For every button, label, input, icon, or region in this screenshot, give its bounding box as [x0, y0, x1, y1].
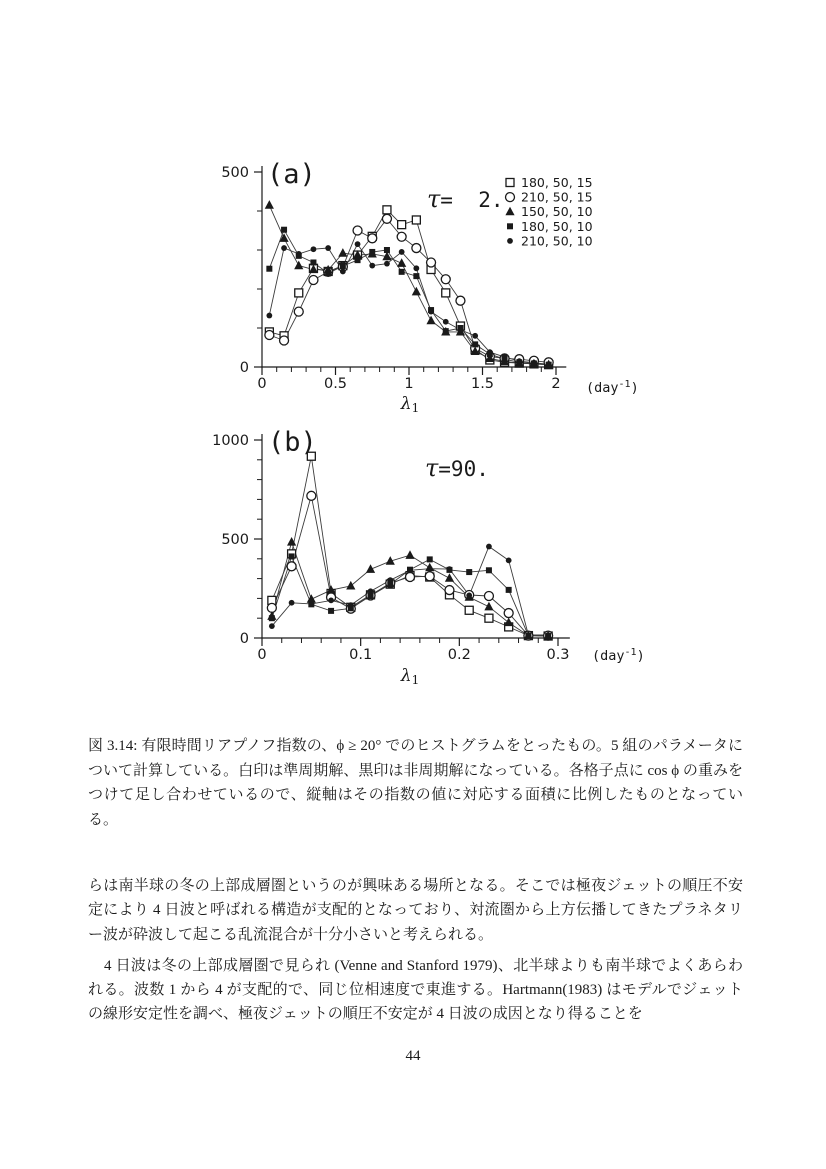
series-line — [269, 219, 548, 362]
data-point — [265, 331, 274, 340]
legend-label: 180, 50, 15 — [521, 175, 593, 190]
data-point — [441, 275, 450, 284]
data-point — [269, 615, 275, 621]
data-point — [267, 603, 276, 612]
data-point — [516, 358, 522, 364]
x-tick-label: 0.5 — [323, 376, 348, 392]
data-point — [289, 553, 295, 559]
x-tick-label: 1 — [404, 376, 414, 392]
data-point — [465, 606, 473, 614]
data-point — [355, 241, 361, 247]
data-point — [325, 245, 331, 251]
data-point — [366, 564, 375, 573]
data-point — [405, 550, 414, 559]
data-point — [309, 276, 318, 285]
data-point — [348, 602, 354, 608]
panel-label: (a) — [267, 159, 316, 190]
data-point — [506, 557, 512, 563]
data-point — [486, 544, 492, 550]
data-point — [384, 247, 390, 253]
data-point — [502, 354, 508, 360]
panel-label: (b) — [268, 427, 317, 458]
data-point — [328, 608, 334, 614]
legend-marker — [505, 207, 514, 216]
data-point — [466, 569, 472, 575]
data-point — [289, 600, 295, 606]
legend-label: 210, 50, 10 — [521, 233, 593, 249]
data-point — [412, 287, 421, 296]
data-point — [307, 491, 316, 500]
data-point — [472, 333, 478, 339]
data-point — [340, 269, 346, 275]
data-point — [531, 360, 537, 366]
data-point — [310, 259, 316, 265]
y-tick-label: 1000 — [212, 433, 249, 449]
data-point — [280, 336, 289, 345]
data-point — [269, 623, 275, 629]
data-point — [399, 249, 405, 255]
data-point — [294, 261, 303, 270]
x-tick-label: 0 — [257, 376, 267, 392]
data-point — [325, 270, 331, 276]
histogram-chart-b — [200, 418, 670, 690]
data-point — [412, 216, 420, 224]
data-point — [487, 349, 493, 355]
data-point — [445, 586, 454, 595]
x-tick-label: 0.3 — [546, 647, 570, 663]
data-point — [484, 602, 493, 611]
data-point — [546, 361, 552, 367]
data-point — [443, 319, 449, 325]
data-point — [472, 341, 478, 347]
data-point — [398, 221, 406, 229]
data-point — [399, 269, 405, 275]
data-point — [486, 567, 492, 573]
data-point — [353, 226, 362, 235]
data-point — [397, 258, 406, 267]
data-point — [338, 248, 347, 257]
data-point — [458, 327, 464, 333]
data-point — [442, 289, 450, 297]
data-point — [265, 200, 274, 209]
data-point — [368, 234, 377, 243]
data-point — [281, 245, 287, 251]
data-point — [355, 257, 361, 263]
legend-label: 210, 50, 15 — [521, 189, 593, 205]
data-point — [504, 609, 513, 618]
figure-caption: 図 3.14: 有限時間リアプノフ指数の、ϕ ≥ 20° でのヒストグラムをとったもの。5 組のパラメータについて計算している。白印は準周期解、黒印は非周期解になっている。各格子点に cos ϕ の重みをつけて足し合わせているので、縦軸はその指数の値に対応する面積に比例したものとなっている。 — [88, 738, 743, 828]
data-point — [266, 313, 272, 319]
legend-marker — [507, 223, 513, 229]
data-point — [485, 614, 493, 622]
data-point — [504, 618, 513, 627]
data-point — [328, 597, 334, 603]
x-tick-label: 0.2 — [447, 647, 471, 663]
x-tick-label: 0.1 — [349, 647, 373, 663]
data-point — [466, 593, 472, 599]
data-point — [427, 556, 433, 562]
data-point — [266, 266, 272, 272]
data-point — [413, 265, 419, 271]
histogram-chart-a — [200, 146, 670, 416]
data-point — [484, 592, 493, 601]
data-point — [397, 232, 406, 241]
data-point — [308, 601, 314, 607]
x-tick-label: 2 — [551, 376, 561, 392]
data-point — [295, 289, 303, 297]
data-point — [456, 296, 465, 305]
data-point — [311, 246, 317, 252]
legend-label: 180, 50, 10 — [521, 218, 593, 234]
data-point — [369, 263, 375, 269]
data-point — [545, 632, 551, 638]
x-tick-label: 0 — [257, 647, 267, 663]
data-point — [296, 251, 302, 257]
data-point — [427, 258, 436, 267]
data-point — [368, 588, 374, 594]
data-point — [383, 206, 391, 214]
legend-label: 150, 50, 10 — [521, 204, 593, 220]
x-unit-label: (day$^{-1}_)$ — [592, 647, 645, 664]
data-point — [426, 316, 435, 325]
y-tick-label: 0 — [239, 631, 249, 647]
data-point — [346, 581, 355, 590]
body-paragraph-1: らは南半球の冬の上部成層圏というのが興味ある場所となる。そこでは極夜ジェットの順圧不安定により 4 日波と呼ばれる構造が支配的となっており、対流圏から上方伝播してきたプラネタリー波が砕波して起こる乱流混合が十分小さいと考えられる。 — [88, 878, 743, 943]
x-axis-label: λ1 — [400, 666, 420, 687]
data-point — [281, 227, 287, 233]
data-point — [412, 244, 421, 253]
data-point — [443, 328, 449, 334]
legend-marker — [507, 238, 513, 244]
data-point — [506, 587, 512, 593]
data-point — [445, 573, 454, 582]
body-paragraph-2: 4 日波は冬の上部成層圏で見られ (Venne and Stanford 1979)、北半球よりも南半球でよくあらわれる。波数 1 から 4 が支配的で、同じ位相速度で東進する。Hartmann(1983) はモデルでジェットの線形安定性を調べ、極夜ジェットの順圧不安定が 4 日波の成因となり得ることを — [88, 957, 743, 1023]
chart-title: τ= 2. — [427, 185, 504, 213]
y-tick-label: 500 — [221, 532, 249, 548]
data-point — [294, 307, 303, 316]
x-axis-label: λ1 — [400, 394, 420, 415]
data-point — [382, 214, 391, 223]
chart-title: τ=90. — [425, 454, 489, 482]
data-point — [425, 572, 434, 581]
y-tick-label: 0 — [239, 360, 249, 376]
legend — [505, 175, 592, 248]
data-point — [447, 566, 453, 572]
data-point — [413, 273, 419, 279]
data-point — [428, 309, 434, 315]
data-point — [427, 566, 433, 572]
data-point — [287, 562, 296, 571]
axes — [212, 433, 570, 663]
legend-marker — [506, 193, 515, 202]
y-tick-label: 500 — [221, 165, 249, 181]
body-text — [88, 874, 743, 1027]
series-lines — [269, 205, 548, 365]
data-point — [407, 567, 413, 573]
data-point — [526, 632, 532, 638]
data-point — [406, 573, 415, 582]
series-line — [269, 210, 548, 365]
data-point — [340, 263, 346, 269]
data-point — [387, 577, 393, 583]
data-point — [369, 249, 375, 255]
page-number: 44 — [405, 1048, 421, 1064]
x-unit-label: (day$^{-1}_)$ — [586, 379, 639, 396]
data-point — [384, 261, 390, 267]
x-tick-label: 1.5 — [470, 376, 495, 392]
legend-marker — [506, 179, 514, 187]
series-markers — [267, 452, 552, 640]
